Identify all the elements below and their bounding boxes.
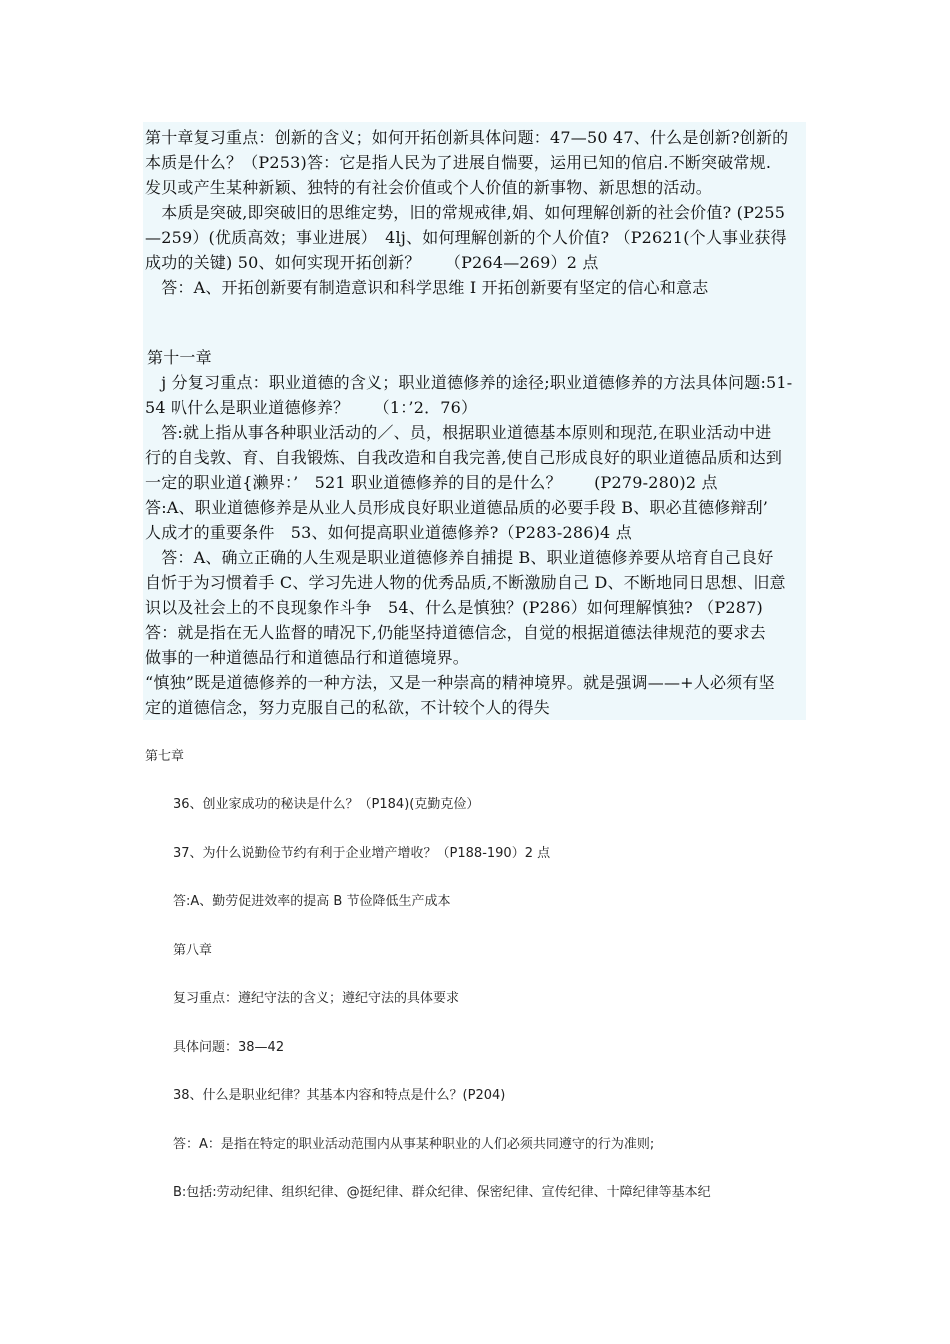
ch11-line-9: 自忻于为习惯着手 C、学习先进人物的优秀品质,不断激励自己 D、不断地同日思想、旧意: [145, 573, 786, 592]
ch10-line-6: 成功的关键) 50、如何实现开拓创新？ （P264—269）2 点: [145, 253, 599, 272]
ch11-line-13: “慎独”既是道德修养的一种方法，又是一种崇高的精神境界。就是强调——+人必须有坚: [145, 673, 775, 692]
ch11-title: 第十一章: [147, 348, 212, 367]
ch11-line-5: 一定的职业道{濑界：’ 521 职业道德修养的目的是什么？ (P279-280)2 点: [145, 473, 718, 492]
lower-line-7: 38、什么是职业纪律？其基本内容和特点是什么？(P204): [173, 1088, 506, 1103]
lower-line-6: 具体问题：38—42: [173, 1040, 285, 1055]
ch11-line-1: j 分复习重点：职业道德的含义；职业道德修养的途径;职业道德修养的方法具体问题:51-: [145, 373, 793, 392]
ch10-line-4: 本质是突破,即突破旧的思维定势，旧的常规戒律,娟、如何理解创新的社会价值? (P255: [145, 203, 786, 222]
ch11-line-2: 54 叭什么是职业道德修养？ （1：’2．76）: [145, 398, 478, 417]
ch11-line-3: 答:就上指从事各种职业活动的／、员，根据职业道德基本原则和现范,在职业活动中进: [145, 423, 772, 442]
ch11-line-14: 定的道德信念，努力克服自己的私欲，不计较个人的得失: [145, 698, 551, 717]
lower-line-1: 36、创业家成功的秘诀是什么？（P184)(克勤克俭）: [173, 797, 480, 812]
lower-line-8: 答：A：是指在特定的职业活动范围内从事某种职业的人们必须共同遵守的行为准则;: [173, 1137, 655, 1152]
chapter-8-title: 第八章: [173, 943, 213, 958]
ch10-line-2: 本质是什么？（P253)答：它是指人民为了进展自惴要，运用已知的倌启.不断突破常规.: [145, 153, 772, 172]
lower-line-9: B:包括:劳动纪律、组织纪律、@挺纪律、群众纪律、保密纪律、宣传纪律、十障纪律等基本纪: [173, 1185, 711, 1200]
ch10-line-3: 发贝或产生某种新颖、独特的有社会价值或个人价值的新事物、新思想的活动。: [145, 178, 713, 197]
ch11-line-7: 人成才的重要条件 53、如何提高职业道德修养?（P283-286)4 点: [145, 523, 632, 542]
chapter-7-title: 第七章: [145, 749, 185, 764]
ch10-line-5: —259）(优质高效；事业进展） 4lj、如何理解创新的个人价值? （P2621(个人事业获得: [145, 228, 787, 247]
ch10-line-1: 第十章复习重点：创新的含义；如何开拓创新具体问题：47—50 47、什么是创新?创新的: [145, 128, 789, 147]
lower-line-5: 复习重点：遵纪守法的含义；遵纪守法的具体要求: [173, 991, 460, 1006]
ch11-line-4: 行的自戋敦、育、自我锻炼、自我改造和自我完善,使自己形成良好的职业道德品质和达到: [145, 448, 783, 467]
ch11-line-6: 答:A、职业道德修养是从业人员形成良好职业道德品质的必要手段 B、职必苴德修辩刮’: [145, 498, 769, 517]
ch11-line-12: 做事的一种道德品行和道德品行和道德境界。: [145, 648, 470, 667]
lower-line-3: 答:A、勤劳促进效率的提高 B 节俭降低生产成本: [173, 894, 451, 909]
ch11-line-8: 答：A、确立正确的人生观是职业道德修养自捕提 B、职业道德修养要从培育自己良好: [145, 548, 774, 567]
ch11-line-10: 识以及社会上的不良现象作斗争 54、什么是慎独？(P286）如何理解慎独? （P287): [145, 598, 763, 617]
ch11-line-11: 答：就是指在无人监督的晴况下,仍能坚持道德信念，自觉的根据道德法律规范的要求去: [145, 623, 766, 642]
ch10-line-7: 答：A、开拓创新要有制造意识和科学思维 I 开拓创新要有坚定的信心和意志: [145, 278, 709, 297]
lower-line-2: 37、为什么说勤俭节约有利于企业增产增收？（P188-190）2 点: [173, 846, 551, 861]
